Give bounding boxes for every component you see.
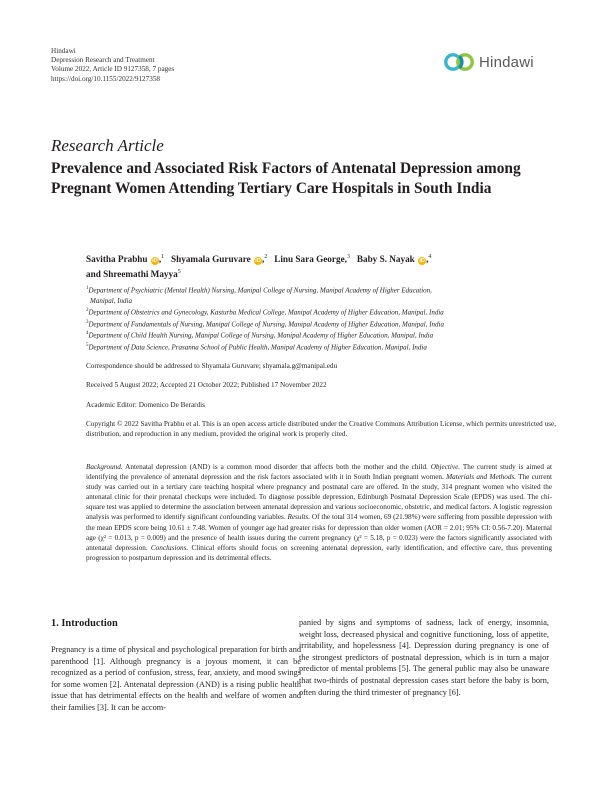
affiliation-text: Department of Child Health Nursing, Manipal College of Nursing, Manipal Academy of Higher Education, Manipal, India bbox=[88, 331, 434, 340]
affiliation bbox=[86, 306, 556, 318]
affiliation bbox=[86, 284, 556, 306]
body-column-left bbox=[51, 617, 301, 714]
author-affiliation-mark: 5 bbox=[177, 269, 181, 276]
author-separator: , bbox=[262, 254, 265, 265]
journal-name: Depression Research and Treatment bbox=[51, 56, 155, 65]
author-name: Baby S. Nayak bbox=[356, 254, 415, 265]
author[interactable] bbox=[357, 254, 432, 264]
author-name: Linu Sara George, bbox=[274, 254, 347, 265]
correspondence: Correspondence should be addressed to Shyamala Guruvare; shyamala.g@manipal.edu bbox=[86, 362, 338, 370]
abstract-results-label: Results. bbox=[287, 513, 311, 522]
author[interactable] bbox=[86, 269, 181, 279]
affiliation-text: Department of Fundamentals of Nursing, Manipal College of Nursing, Manipal Academy of Higher Education, Manipal, India bbox=[88, 319, 444, 328]
journal-volume: Volume 2022, Article ID 9127358, 7 pages bbox=[51, 65, 175, 74]
author-separator: , bbox=[426, 254, 429, 265]
author-affiliation-mark: 3 bbox=[346, 254, 350, 260]
author-separator: , bbox=[158, 254, 162, 265]
journal-publisher: Hindawi bbox=[51, 47, 76, 55]
article-title: Prevalence and Associated Risk Factors of Antenatal Depression among Pregnant Women Attending Tertiary Care Hospitals in South India bbox=[51, 160, 521, 197]
affiliation-number: 2 bbox=[86, 307, 89, 313]
copyright-notice: Copyright © 2022 Savitha Prabhu et al. This is an open access article distributed under the Creative Commons Attribution License, which permits unrestricted use, distribution, and reproduction in any medium, provided the original work is properly cited. bbox=[86, 420, 556, 438]
body-column-right bbox=[299, 617, 549, 698]
affiliation-number: 5 bbox=[86, 342, 89, 348]
abstract bbox=[86, 462, 552, 563]
abstract-conclusions-label: Conclusions. bbox=[150, 543, 189, 552]
author-affiliation-mark: 4 bbox=[428, 254, 432, 260]
hindawi-logo bbox=[444, 48, 554, 76]
author[interactable] bbox=[86, 254, 164, 264]
affiliation-list bbox=[86, 284, 556, 352]
affiliation-text: Department of Obstetrics and Gynecology, Kasturba Medical College, Manipal Academy of Higher Education, Manipal, India bbox=[88, 308, 444, 317]
section-heading: 1. Introduction bbox=[51, 618, 118, 629]
affiliation bbox=[86, 341, 556, 353]
affiliation-text: Department of Data Science, Prasanna School of Public Health, Manipal Academy of Higher Education, Manipal, India bbox=[88, 343, 427, 352]
orcid-icon[interactable]: iD bbox=[255, 258, 261, 265]
abstract-methods: The current study was carried out in a tertiary care teaching hospital where pregnancy and postnatal care are offered. In the study, 314 pregnant women who visited the antenatal clinic for their prenatal checkups were included. To diagnose possible depression, Edinburgh Postnatal Depression Scale (EPDS) was used. The chi-square test was applied to determine the association between antenatal depression and various socioeconomic, obstetric, and medical factors. A logistic regression analysis was performed to identify significant confounding variables. bbox=[86, 473, 553, 522]
author-name: Shyamala Guruvare bbox=[171, 254, 251, 265]
body-paragraph: Pregnancy is a time of physical and psychological preparation for birth and parenthood [1]. Although pregnancy is a joyous moment, it can be recognized as a period of confusion, stress, fear, anxiety, and mood swings for some women [2]. Antenatal depression (AND) is a rising public health issue that has detrimental effects on the health and welfare of women and their families [3]. It can be accom- bbox=[51, 645, 301, 712]
author-affiliation-mark: 2 bbox=[264, 254, 268, 260]
hindawi-logo-text: Hindawi bbox=[479, 53, 534, 71]
author-list bbox=[86, 251, 556, 281]
publication-dates: Received 5 August 2022; Accepted 21 October 2022; Published 17 November 2022 bbox=[86, 381, 327, 389]
affiliation-number: 4 bbox=[86, 331, 89, 337]
author[interactable] bbox=[171, 254, 267, 264]
journal-header bbox=[51, 47, 174, 84]
abstract-results: Of the total 314 women, 69 (21.98%) were suffering from possible depression with the mean EPDS score being 10.61 ± 7.48. Women of younger age had greater risks for depression than older women (AOR = 2.01; 95% CI: 0.56-7.20). Maternal age (χ² = 0.013, p = 0.009) and the presence of health issues during the current pregnancy (χ² = 5.18, p = 0.023) were the factors significantly associated with antenatal depression. bbox=[86, 513, 552, 552]
affiliation bbox=[86, 329, 556, 341]
affiliation-number: 1 bbox=[86, 286, 89, 291]
abstract-conclusions: Clinical efforts should focus on screening antenatal depression, early identification, and effective care, thus preventing progression to postpartum depression and its detrimental effects. bbox=[86, 543, 552, 562]
abstract-background-label: Background. bbox=[86, 463, 123, 471]
body-paragraph: panied by signs and symptoms of sadness, lack of energy, insomnia, weight loss, decreased physical and cognitive functioning, loss of appetite, irritability, and hopelessness [4]. Depression during pregnancy is one of the strongest predictors of postnatal depression, which is in turn a major predictor of mental problems [5]. The general public may also be unaware that two-thirds of postnatal depression cases start before the baby is born, often during the third trimester of pregnancy [6]. bbox=[299, 618, 549, 697]
affiliation bbox=[86, 318, 556, 330]
hindawi-logo-icon bbox=[444, 51, 474, 73]
affiliation-number: 3 bbox=[86, 319, 89, 325]
academic-editor: Academic Editor: Domenico De Berardis bbox=[86, 401, 205, 409]
author-name: Savitha Prabhu bbox=[86, 254, 148, 265]
orcid-icon[interactable]: iD bbox=[152, 258, 158, 265]
affiliation-text: Department of Psychiatric (Mental Health) Nursing, Manipal College of Nursing, Manipal Academy of Higher Education, bbox=[88, 286, 432, 295]
abstract-methods-label: Materials and Methods. bbox=[446, 473, 517, 482]
affiliation-continuation: Manipal, India bbox=[90, 296, 132, 305]
abstract-background: Antenatal depression (AND) is a common mood disorder that affects both the mother and the child. bbox=[122, 463, 431, 471]
abstract-objective-label: Objective. bbox=[430, 463, 461, 471]
abstract-objective: The current study is aimed at identifying the prevalence of antenatal depression and the risk factors associated with it in South Indian pregnant women. bbox=[86, 463, 552, 482]
orcid-icon[interactable]: iD bbox=[419, 258, 425, 265]
author-affiliation-mark: 1 bbox=[161, 254, 165, 260]
article-type: Research Article bbox=[51, 136, 164, 155]
author[interactable] bbox=[274, 254, 350, 264]
journal-doi-link[interactable]: https://doi.org/10.1155/2022/9127358 bbox=[51, 74, 161, 83]
author-name: and Shreemathi Mayya bbox=[86, 269, 178, 280]
